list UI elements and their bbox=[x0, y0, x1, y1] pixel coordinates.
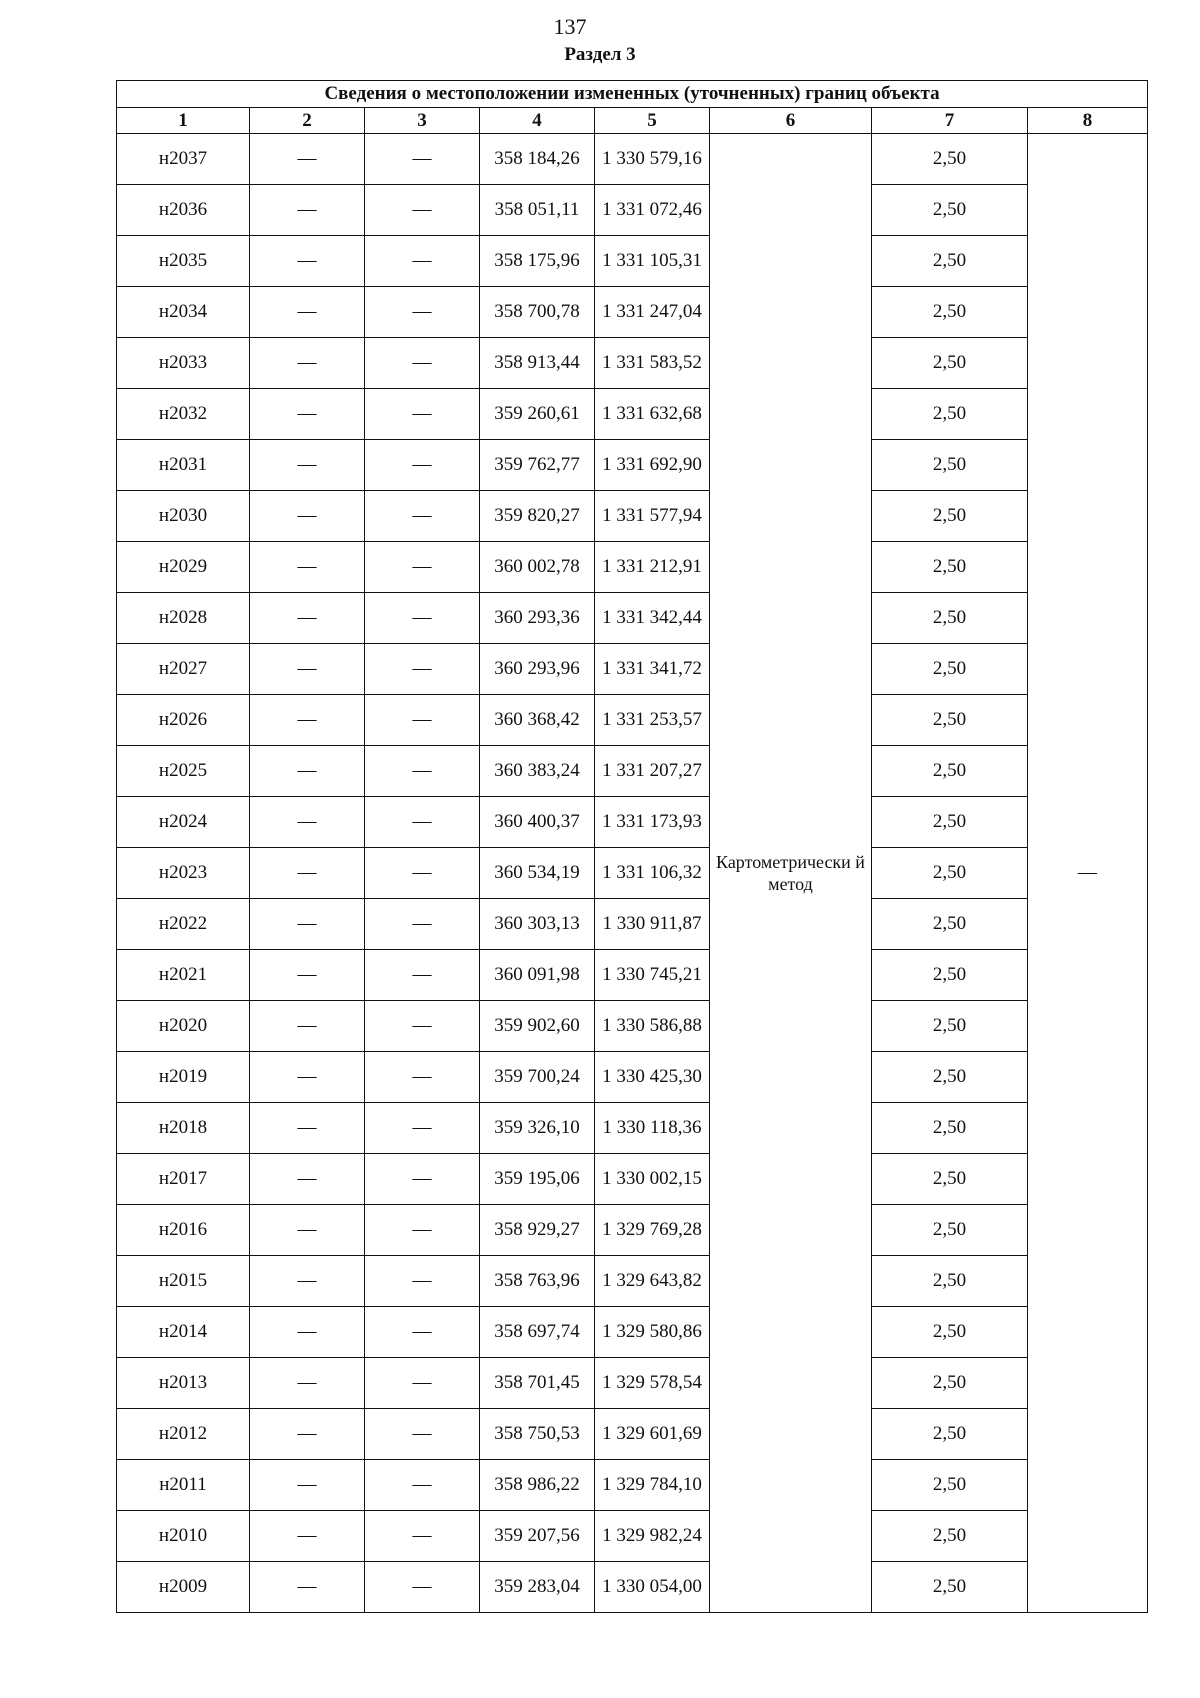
x-coordinate-cell: 360 383,24 bbox=[480, 746, 595, 797]
y-coordinate-cell: 1 329 769,28 bbox=[595, 1205, 710, 1256]
point-name-cell: н2020 bbox=[117, 1001, 250, 1052]
point-name-cell: н2037 bbox=[117, 134, 250, 185]
point-name-cell: н2022 bbox=[117, 899, 250, 950]
table-row bbox=[117, 593, 1148, 644]
accuracy-cell: 2,50 bbox=[872, 1103, 1028, 1154]
accuracy-cell: 2,50 bbox=[872, 491, 1028, 542]
y-coordinate-cell: 1 329 643,82 bbox=[595, 1256, 710, 1307]
accuracy-cell: 2,50 bbox=[872, 389, 1028, 440]
col3-dash-cell: — bbox=[365, 236, 480, 287]
table-row bbox=[117, 1511, 1148, 1562]
x-coordinate-cell: 358 175,96 bbox=[480, 236, 595, 287]
accuracy-cell: 2,50 bbox=[872, 644, 1028, 695]
col2-dash-cell: — bbox=[250, 491, 365, 542]
col2-dash-cell: — bbox=[250, 950, 365, 1001]
accuracy-cell: 2,50 bbox=[872, 1001, 1028, 1052]
accuracy-cell: 2,50 bbox=[872, 899, 1028, 950]
col3-dash-cell: — bbox=[365, 440, 480, 491]
table-row bbox=[117, 644, 1148, 695]
accuracy-cell: 2,50 bbox=[872, 542, 1028, 593]
col2-dash-cell: — bbox=[250, 440, 365, 491]
point-name-cell: н2009 bbox=[117, 1562, 250, 1613]
y-coordinate-cell: 1 331 247,04 bbox=[595, 287, 710, 338]
col8-dash-cell: — bbox=[1028, 134, 1148, 1613]
col3-dash-cell: — bbox=[365, 746, 480, 797]
point-name-cell: н2021 bbox=[117, 950, 250, 1001]
accuracy-cell: 2,50 bbox=[872, 1307, 1028, 1358]
point-name-cell: н2035 bbox=[117, 236, 250, 287]
x-coordinate-cell: 360 293,36 bbox=[480, 593, 595, 644]
y-coordinate-cell: 1 330 054,00 bbox=[595, 1562, 710, 1613]
y-coordinate-cell: 1 331 106,32 bbox=[595, 848, 710, 899]
col3-dash-cell: — bbox=[365, 1460, 480, 1511]
col2-dash-cell: — bbox=[250, 1409, 365, 1460]
col3-dash-cell: — bbox=[365, 134, 480, 185]
column-number-3: 3 bbox=[365, 108, 480, 134]
table-row bbox=[117, 134, 1148, 185]
accuracy-cell: 2,50 bbox=[872, 1205, 1028, 1256]
accuracy-cell: 2,50 bbox=[872, 1052, 1028, 1103]
x-coordinate-cell: 359 260,61 bbox=[480, 389, 595, 440]
y-coordinate-cell: 1 329 580,86 bbox=[595, 1307, 710, 1358]
y-coordinate-cell: 1 329 601,69 bbox=[595, 1409, 710, 1460]
y-coordinate-cell: 1 330 425,30 bbox=[595, 1052, 710, 1103]
accuracy-cell: 2,50 bbox=[872, 950, 1028, 1001]
column-number-row bbox=[117, 108, 1148, 134]
col3-dash-cell: — bbox=[365, 1409, 480, 1460]
table-row bbox=[117, 695, 1148, 746]
col3-dash-cell: — bbox=[365, 1205, 480, 1256]
point-name-cell: н2012 bbox=[117, 1409, 250, 1460]
table-row bbox=[117, 1460, 1148, 1511]
accuracy-cell: 2,50 bbox=[872, 338, 1028, 389]
col3-dash-cell: — bbox=[365, 644, 480, 695]
col2-dash-cell: — bbox=[250, 1256, 365, 1307]
col2-dash-cell: — bbox=[250, 287, 365, 338]
page-number: 137 bbox=[553, 14, 587, 39]
y-coordinate-cell: 1 330 002,15 bbox=[595, 1154, 710, 1205]
accuracy-cell: 2,50 bbox=[872, 593, 1028, 644]
col3-dash-cell: — bbox=[365, 1307, 480, 1358]
x-coordinate-cell: 358 700,78 bbox=[480, 287, 595, 338]
x-coordinate-cell: 359 207,56 bbox=[480, 1511, 595, 1562]
table-caption: Сведения о местоположении измененных (уточненных) границ объекта bbox=[117, 81, 1148, 108]
x-coordinate-cell: 360 400,37 bbox=[480, 797, 595, 848]
col3-dash-cell: — bbox=[365, 1562, 480, 1613]
method-cell: Картометрически й метод bbox=[710, 134, 872, 1613]
col3-dash-cell: — bbox=[365, 1256, 480, 1307]
accuracy-cell: 2,50 bbox=[872, 134, 1028, 185]
col3-dash-cell: — bbox=[365, 1052, 480, 1103]
x-coordinate-cell: 358 913,44 bbox=[480, 338, 595, 389]
y-coordinate-cell: 1 329 982,24 bbox=[595, 1511, 710, 1562]
col2-dash-cell: — bbox=[250, 1103, 365, 1154]
y-coordinate-cell: 1 331 212,91 bbox=[595, 542, 710, 593]
col3-dash-cell: — bbox=[365, 287, 480, 338]
column-number-6: 6 bbox=[710, 108, 872, 134]
table-body bbox=[117, 81, 1148, 1613]
point-name-cell: н2015 bbox=[117, 1256, 250, 1307]
col2-dash-cell: — bbox=[250, 542, 365, 593]
x-coordinate-cell: 358 986,22 bbox=[480, 1460, 595, 1511]
point-name-cell: н2010 bbox=[117, 1511, 250, 1562]
point-name-cell: н2033 bbox=[117, 338, 250, 389]
table-row bbox=[117, 950, 1148, 1001]
x-coordinate-cell: 359 195,06 bbox=[480, 1154, 595, 1205]
x-coordinate-cell: 359 762,77 bbox=[480, 440, 595, 491]
point-name-cell: н2023 bbox=[117, 848, 250, 899]
col2-dash-cell: — bbox=[250, 236, 365, 287]
point-name-cell: н2025 bbox=[117, 746, 250, 797]
accuracy-cell: 2,50 bbox=[872, 746, 1028, 797]
x-coordinate-cell: 359 283,04 bbox=[480, 1562, 595, 1613]
x-coordinate-cell: 358 184,26 bbox=[480, 134, 595, 185]
x-coordinate-cell: 359 820,27 bbox=[480, 491, 595, 542]
y-coordinate-cell: 1 331 253,57 bbox=[595, 695, 710, 746]
col3-dash-cell: — bbox=[365, 1103, 480, 1154]
coordinates-table bbox=[116, 80, 1148, 1613]
x-coordinate-cell: 358 750,53 bbox=[480, 1409, 595, 1460]
accuracy-cell: 2,50 bbox=[872, 848, 1028, 899]
col2-dash-cell: — bbox=[250, 1562, 365, 1613]
y-coordinate-cell: 1 331 577,94 bbox=[595, 491, 710, 542]
table-row bbox=[117, 440, 1148, 491]
table-caption-row bbox=[117, 81, 1148, 108]
point-name-cell: н2024 bbox=[117, 797, 250, 848]
table-row bbox=[117, 1409, 1148, 1460]
accuracy-cell: 2,50 bbox=[872, 1409, 1028, 1460]
y-coordinate-cell: 1 331 105,31 bbox=[595, 236, 710, 287]
accuracy-cell: 2,50 bbox=[872, 185, 1028, 236]
point-name-cell: н2011 bbox=[117, 1460, 250, 1511]
point-name-cell: н2019 bbox=[117, 1052, 250, 1103]
table-row bbox=[117, 1001, 1148, 1052]
col3-dash-cell: — bbox=[365, 848, 480, 899]
y-coordinate-cell: 1 330 586,88 bbox=[595, 1001, 710, 1052]
col2-dash-cell: — bbox=[250, 1358, 365, 1409]
col3-dash-cell: — bbox=[365, 695, 480, 746]
table-row bbox=[117, 1103, 1148, 1154]
y-coordinate-cell: 1 331 207,27 bbox=[595, 746, 710, 797]
accuracy-cell: 2,50 bbox=[872, 1460, 1028, 1511]
column-number-4: 4 bbox=[480, 108, 595, 134]
point-name-cell: н2017 bbox=[117, 1154, 250, 1205]
y-coordinate-cell: 1 330 118,36 bbox=[595, 1103, 710, 1154]
x-coordinate-cell: 359 902,60 bbox=[480, 1001, 595, 1052]
col2-dash-cell: — bbox=[250, 644, 365, 695]
table-row bbox=[117, 491, 1148, 542]
point-name-cell: н2026 bbox=[117, 695, 250, 746]
y-coordinate-cell: 1 331 583,52 bbox=[595, 338, 710, 389]
col2-dash-cell: — bbox=[250, 1307, 365, 1358]
col2-dash-cell: — bbox=[250, 593, 365, 644]
col3-dash-cell: — bbox=[365, 950, 480, 1001]
col2-dash-cell: — bbox=[250, 746, 365, 797]
table-row bbox=[117, 287, 1148, 338]
point-name-cell: н2032 bbox=[117, 389, 250, 440]
y-coordinate-cell: 1 331 692,90 bbox=[595, 440, 710, 491]
y-coordinate-cell: 1 330 579,16 bbox=[595, 134, 710, 185]
col2-dash-cell: — bbox=[250, 899, 365, 950]
y-coordinate-cell: 1 329 784,10 bbox=[595, 1460, 710, 1511]
x-coordinate-cell: 358 697,74 bbox=[480, 1307, 595, 1358]
y-coordinate-cell: 1 331 173,93 bbox=[595, 797, 710, 848]
accuracy-cell: 2,50 bbox=[872, 1358, 1028, 1409]
x-coordinate-cell: 360 303,13 bbox=[480, 899, 595, 950]
table-row bbox=[117, 1562, 1148, 1613]
column-number-8: 8 bbox=[1028, 108, 1148, 134]
x-coordinate-cell: 358 929,27 bbox=[480, 1205, 595, 1256]
point-name-cell: н2034 bbox=[117, 287, 250, 338]
table-row bbox=[117, 389, 1148, 440]
accuracy-cell: 2,50 bbox=[872, 236, 1028, 287]
accuracy-cell: 2,50 bbox=[872, 287, 1028, 338]
table-row bbox=[117, 848, 1148, 899]
col3-dash-cell: — bbox=[365, 1154, 480, 1205]
column-number-5: 5 bbox=[595, 108, 710, 134]
column-number-2: 2 bbox=[250, 108, 365, 134]
col2-dash-cell: — bbox=[250, 1154, 365, 1205]
col2-dash-cell: — bbox=[250, 185, 365, 236]
section-title: Раздел 3 bbox=[564, 44, 636, 65]
table-row bbox=[117, 899, 1148, 950]
accuracy-cell: 2,50 bbox=[872, 1511, 1028, 1562]
accuracy-cell: 2,50 bbox=[872, 797, 1028, 848]
y-coordinate-cell: 1 330 745,21 bbox=[595, 950, 710, 1001]
table-row bbox=[117, 797, 1148, 848]
col2-dash-cell: — bbox=[250, 1511, 365, 1562]
col2-dash-cell: — bbox=[250, 1001, 365, 1052]
col3-dash-cell: — bbox=[365, 797, 480, 848]
x-coordinate-cell: 360 368,42 bbox=[480, 695, 595, 746]
col2-dash-cell: — bbox=[250, 695, 365, 746]
col3-dash-cell: — bbox=[365, 593, 480, 644]
point-name-cell: н2027 bbox=[117, 644, 250, 695]
col2-dash-cell: — bbox=[250, 1460, 365, 1511]
col2-dash-cell: — bbox=[250, 848, 365, 899]
x-coordinate-cell: 358 701,45 bbox=[480, 1358, 595, 1409]
x-coordinate-cell: 358 051,11 bbox=[480, 185, 595, 236]
col3-dash-cell: — bbox=[365, 491, 480, 542]
x-coordinate-cell: 360 002,78 bbox=[480, 542, 595, 593]
accuracy-cell: 2,50 bbox=[872, 1154, 1028, 1205]
col3-dash-cell: — bbox=[365, 899, 480, 950]
table-row bbox=[117, 1307, 1148, 1358]
table-row bbox=[117, 1256, 1148, 1307]
point-name-cell: н2031 bbox=[117, 440, 250, 491]
point-name-cell: н2029 bbox=[117, 542, 250, 593]
column-number-7: 7 bbox=[872, 108, 1028, 134]
y-coordinate-cell: 1 329 578,54 bbox=[595, 1358, 710, 1409]
col3-dash-cell: — bbox=[365, 338, 480, 389]
point-name-cell: н2018 bbox=[117, 1103, 250, 1154]
col2-dash-cell: — bbox=[250, 1205, 365, 1256]
column-number-1: 1 bbox=[117, 108, 250, 134]
y-coordinate-cell: 1 331 342,44 bbox=[595, 593, 710, 644]
accuracy-cell: 2,50 bbox=[872, 440, 1028, 491]
x-coordinate-cell: 360 534,19 bbox=[480, 848, 595, 899]
col3-dash-cell: — bbox=[365, 185, 480, 236]
col2-dash-cell: — bbox=[250, 338, 365, 389]
x-coordinate-cell: 360 293,96 bbox=[480, 644, 595, 695]
col2-dash-cell: — bbox=[250, 797, 365, 848]
x-coordinate-cell: 358 763,96 bbox=[480, 1256, 595, 1307]
table-row bbox=[117, 1358, 1148, 1409]
table-row bbox=[117, 1052, 1148, 1103]
col3-dash-cell: — bbox=[365, 389, 480, 440]
point-name-cell: н2036 bbox=[117, 185, 250, 236]
col3-dash-cell: — bbox=[365, 1511, 480, 1562]
point-name-cell: н2016 bbox=[117, 1205, 250, 1256]
x-coordinate-cell: 359 326,10 bbox=[480, 1103, 595, 1154]
x-coordinate-cell: 360 091,98 bbox=[480, 950, 595, 1001]
col2-dash-cell: — bbox=[250, 389, 365, 440]
col3-dash-cell: — bbox=[365, 542, 480, 593]
y-coordinate-cell: 1 331 632,68 bbox=[595, 389, 710, 440]
y-coordinate-cell: 1 331 341,72 bbox=[595, 644, 710, 695]
col2-dash-cell: — bbox=[250, 1052, 365, 1103]
point-name-cell: н2028 bbox=[117, 593, 250, 644]
col3-dash-cell: — bbox=[365, 1001, 480, 1052]
point-name-cell: н2014 bbox=[117, 1307, 250, 1358]
col2-dash-cell: — bbox=[250, 134, 365, 185]
accuracy-cell: 2,50 bbox=[872, 1256, 1028, 1307]
x-coordinate-cell: 359 700,24 bbox=[480, 1052, 595, 1103]
point-name-cell: н2030 bbox=[117, 491, 250, 542]
table-row bbox=[117, 185, 1148, 236]
table-row bbox=[117, 542, 1148, 593]
accuracy-cell: 2,50 bbox=[872, 695, 1028, 746]
table-row bbox=[117, 338, 1148, 389]
table-row bbox=[117, 1205, 1148, 1256]
table-row bbox=[117, 746, 1148, 797]
col3-dash-cell: — bbox=[365, 1358, 480, 1409]
point-name-cell: н2013 bbox=[117, 1358, 250, 1409]
y-coordinate-cell: 1 330 911,87 bbox=[595, 899, 710, 950]
accuracy-cell: 2,50 bbox=[872, 1562, 1028, 1613]
table-row bbox=[117, 1154, 1148, 1205]
y-coordinate-cell: 1 331 072,46 bbox=[595, 185, 710, 236]
table-row bbox=[117, 236, 1148, 287]
